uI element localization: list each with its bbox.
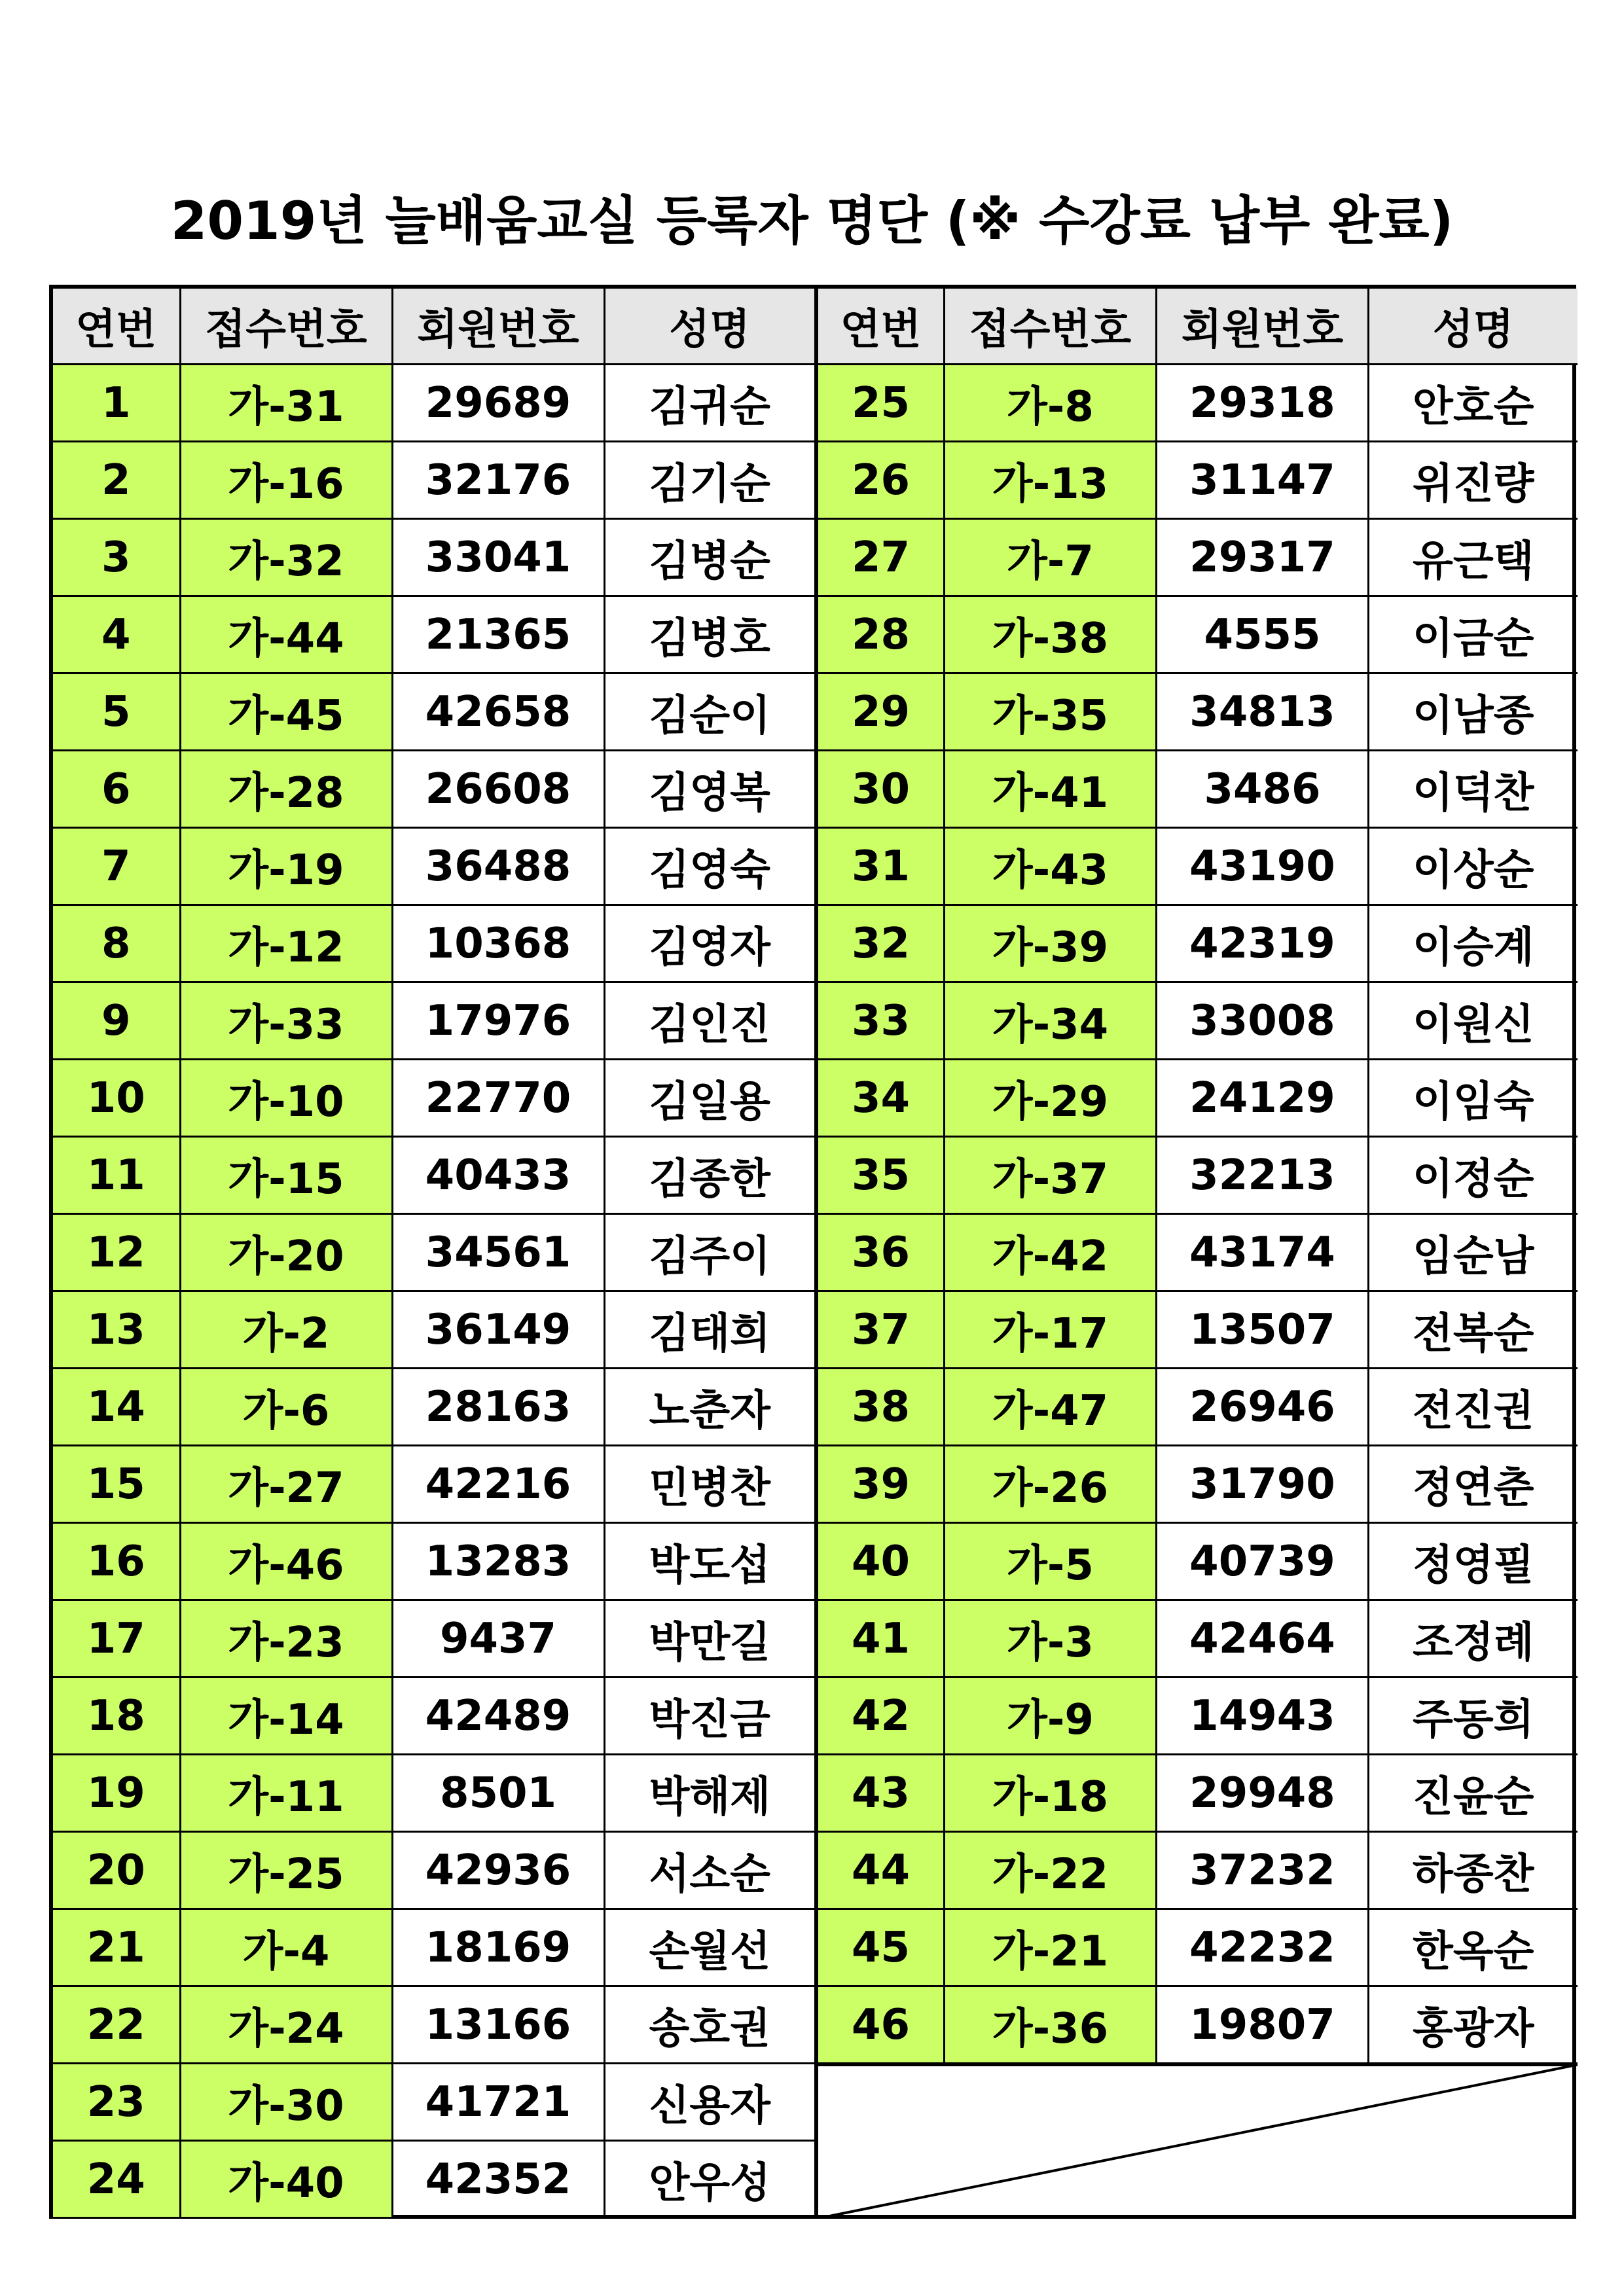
cell-member-no: 36149 (392, 1291, 604, 1369)
cell-receipt-no: 가-33 (180, 982, 392, 1060)
cell-receipt-no: 가-35 (945, 673, 1157, 751)
table-header-row (818, 289, 1578, 365)
table-row (53, 1369, 816, 1446)
cell-member-no: 29689 (392, 365, 604, 442)
cell-receipt-no: 가-2 (180, 1291, 392, 1369)
cell-receipt-no: 가-24 (180, 1986, 392, 2064)
table-row (53, 982, 816, 1060)
cell-receipt-no: 가-25 (180, 1832, 392, 1909)
cell-receipt-no: 가-11 (180, 1755, 392, 1832)
cell-seq: 36 (818, 1214, 945, 1291)
cell-member-no: 8501 (392, 1755, 604, 1832)
cell-name: 민병찬 (604, 1446, 816, 1523)
cell-receipt-no: 가-47 (945, 1369, 1157, 1446)
cell-receipt-no: 가-31 (180, 365, 392, 442)
table-row (53, 1832, 816, 1909)
table-row (818, 1446, 1578, 1523)
header-seq: 연번 (53, 289, 180, 365)
cell-receipt-no: 가-28 (180, 751, 392, 828)
cell-seq: 24 (53, 2141, 180, 2217)
cell-name: 박만길 (604, 1600, 816, 1677)
cell-receipt-no: 가-14 (180, 1677, 392, 1755)
cell-receipt-no: 가-26 (945, 1446, 1157, 1523)
cell-receipt-no: 가-41 (945, 751, 1157, 828)
cell-seq: 37 (818, 1291, 945, 1369)
cell-name: 김일용 (604, 1060, 816, 1137)
table-row (53, 1986, 816, 2064)
cell-name: 김병호 (604, 596, 816, 673)
registrant-sheet (49, 285, 1576, 2219)
table-row (818, 1137, 1578, 1214)
cell-name: 정영필 (1369, 1523, 1578, 1600)
cell-receipt-no: 가-17 (945, 1291, 1157, 1369)
table-row (818, 1909, 1578, 1986)
header-receipt-no: 접수번호 (180, 289, 392, 365)
cell-name: 이덕찬 (1369, 751, 1578, 828)
cell-member-no: 29948 (1157, 1755, 1369, 1832)
cell-seq: 23 (53, 2064, 180, 2141)
cell-name: 손월선 (604, 1909, 816, 1986)
cell-seq: 42 (818, 1677, 945, 1755)
cell-receipt-no: 가-23 (180, 1600, 392, 1677)
cell-seq: 31 (818, 828, 945, 905)
empty-cell-area (816, 2065, 1576, 2219)
cell-member-no: 29318 (1157, 365, 1369, 442)
cell-receipt-no: 가-3 (945, 1600, 1157, 1677)
table-row (53, 1755, 816, 1832)
cell-receipt-no: 가-21 (945, 1909, 1157, 1986)
cell-name: 전복순 (1369, 1291, 1578, 1369)
table-row (818, 905, 1578, 982)
cell-name: 노춘자 (604, 1369, 816, 1446)
cell-name: 한옥순 (1369, 1909, 1578, 1986)
cell-seq: 38 (818, 1369, 945, 1446)
table-row (818, 1677, 1578, 1755)
cell-member-no: 26608 (392, 751, 604, 828)
cell-name: 송호권 (604, 1986, 816, 2064)
cell-seq: 26 (818, 442, 945, 519)
cell-name: 박진금 (604, 1677, 816, 1755)
cell-name: 서소순 (604, 1832, 816, 1909)
table-row (53, 1600, 816, 1677)
cell-seq: 10 (53, 1060, 180, 1137)
cell-receipt-no: 가-30 (180, 2064, 392, 2141)
cell-name: 이정순 (1369, 1137, 1578, 1214)
table-row (818, 673, 1578, 751)
cell-member-no: 42936 (392, 1832, 604, 1909)
cell-receipt-no: 가-46 (180, 1523, 392, 1600)
cell-name: 이임숙 (1369, 1060, 1578, 1137)
cell-receipt-no: 가-32 (180, 519, 392, 596)
cell-name: 김영자 (604, 905, 816, 982)
cell-seq: 8 (53, 905, 180, 982)
cell-member-no: 41721 (392, 2064, 604, 2141)
table-row (818, 442, 1578, 519)
table-row (53, 2141, 816, 2217)
cell-seq: 21 (53, 1909, 180, 1986)
cell-seq: 6 (53, 751, 180, 828)
table-row (53, 1677, 816, 1755)
cell-seq: 7 (53, 828, 180, 905)
cell-seq: 18 (53, 1677, 180, 1755)
cell-member-no: 32176 (392, 442, 604, 519)
cell-name: 이상순 (1369, 828, 1578, 905)
cell-name: 진윤순 (1369, 1755, 1578, 1832)
cell-member-no: 3486 (1157, 751, 1369, 828)
cell-member-no: 42658 (392, 673, 604, 751)
header-seq: 연번 (818, 289, 945, 365)
cell-member-no: 42216 (392, 1446, 604, 1523)
page-title: 2019년 늘배움교실 등록자 명단 (※ 수강료 납부 완료) (170, 190, 1454, 251)
table-row (53, 828, 816, 905)
table-body-left (53, 365, 816, 2217)
cell-name: 홍광자 (1369, 1986, 1578, 2065)
cell-name: 이승계 (1369, 905, 1578, 982)
cell-receipt-no: 가-34 (945, 982, 1157, 1060)
header-member-no: 회원번호 (392, 289, 604, 365)
cell-receipt-no: 가-39 (945, 905, 1157, 982)
cell-seq: 34 (818, 1060, 945, 1137)
header-name: 성명 (604, 289, 816, 365)
cell-name: 안호순 (1369, 365, 1578, 442)
cell-name: 전진권 (1369, 1369, 1578, 1446)
cell-seq: 11 (53, 1137, 180, 1214)
cell-receipt-no: 가-10 (180, 1060, 392, 1137)
table-row (53, 1137, 816, 1214)
table-row (818, 1369, 1578, 1446)
cell-member-no: 42489 (392, 1677, 604, 1755)
table-row (53, 673, 816, 751)
cell-name: 김귀순 (604, 365, 816, 442)
cell-name: 김태희 (604, 1291, 816, 1369)
header-receipt-no: 접수번호 (945, 289, 1157, 365)
cell-seq: 9 (53, 982, 180, 1060)
cell-member-no: 19807 (1157, 1986, 1369, 2065)
cell-receipt-no: 가-4 (180, 1909, 392, 1986)
cell-seq: 43 (818, 1755, 945, 1832)
table-row (818, 1986, 1578, 2065)
cell-receipt-no: 가-7 (945, 519, 1157, 596)
table-row (53, 1446, 816, 1523)
cell-name: 박해제 (604, 1755, 816, 1832)
cell-member-no: 10368 (392, 905, 604, 982)
cell-seq: 15 (53, 1446, 180, 1523)
cell-name: 김주이 (604, 1214, 816, 1291)
cell-receipt-no: 가-36 (945, 1986, 1157, 2065)
table-row (818, 1291, 1578, 1369)
cell-name: 안우성 (604, 2141, 816, 2217)
cell-member-no: 43190 (1157, 828, 1369, 905)
table-row (53, 1060, 816, 1137)
cell-receipt-no: 가-40 (180, 2141, 392, 2217)
registrant-table-right (816, 289, 1578, 2066)
cell-member-no: 40739 (1157, 1523, 1369, 1600)
cell-seq: 17 (53, 1600, 180, 1677)
cell-member-no: 14943 (1157, 1677, 1369, 1755)
cell-receipt-no: 가-42 (945, 1214, 1157, 1291)
cell-name: 김영숙 (604, 828, 816, 905)
cell-member-no: 21365 (392, 596, 604, 673)
table-row (818, 1600, 1578, 1677)
cell-name: 위진량 (1369, 442, 1578, 519)
cell-name: 김종한 (604, 1137, 816, 1214)
cell-seq: 25 (818, 365, 945, 442)
cell-member-no: 17976 (392, 982, 604, 1060)
table-row (818, 519, 1578, 596)
table-row (818, 828, 1578, 905)
cell-receipt-no: 가-22 (945, 1832, 1157, 1909)
cell-name: 정연춘 (1369, 1446, 1578, 1523)
cell-member-no: 36488 (392, 828, 604, 905)
table-row (53, 596, 816, 673)
cell-name: 김영복 (604, 751, 816, 828)
cell-receipt-no: 가-16 (180, 442, 392, 519)
cell-receipt-no: 가-27 (180, 1446, 392, 1523)
cell-name: 신용자 (604, 2064, 816, 2141)
cell-seq: 44 (818, 1832, 945, 1909)
cell-name: 박도섭 (604, 1523, 816, 1600)
cell-member-no: 42352 (392, 2141, 604, 2217)
table-row (818, 751, 1578, 828)
cell-member-no: 28163 (392, 1369, 604, 1446)
cell-member-no: 18169 (392, 1909, 604, 1986)
cell-member-no: 42464 (1157, 1600, 1369, 1677)
cell-receipt-no: 가-12 (180, 905, 392, 982)
cell-name: 주동희 (1369, 1677, 1578, 1755)
registrant-table-left (53, 289, 818, 2217)
cell-seq: 3 (53, 519, 180, 596)
cell-seq: 22 (53, 1986, 180, 2064)
cell-receipt-no: 가-8 (945, 365, 1157, 442)
cell-receipt-no: 가-43 (945, 828, 1157, 905)
cell-member-no: 26946 (1157, 1369, 1369, 1446)
header-member-no: 회원번호 (1157, 289, 1369, 365)
cell-name: 이금순 (1369, 596, 1578, 673)
cell-member-no: 37232 (1157, 1832, 1369, 1909)
cell-member-no: 42319 (1157, 905, 1369, 982)
cell-member-no: 29317 (1157, 519, 1369, 596)
cell-name: 김병순 (604, 519, 816, 596)
cell-seq: 16 (53, 1523, 180, 1600)
cell-name: 김기순 (604, 442, 816, 519)
table-row (53, 1291, 816, 1369)
table-row (53, 905, 816, 982)
cell-name: 유근택 (1369, 519, 1578, 596)
cell-member-no: 42232 (1157, 1909, 1369, 1986)
table-row (818, 596, 1578, 673)
table-row (818, 1755, 1578, 1832)
cell-name: 김인진 (604, 982, 816, 1060)
cell-receipt-no: 가-5 (945, 1523, 1157, 1600)
cell-member-no: 31147 (1157, 442, 1369, 519)
cell-seq: 29 (818, 673, 945, 751)
cell-seq: 5 (53, 673, 180, 751)
cell-member-no: 32213 (1157, 1137, 1369, 1214)
cell-receipt-no: 가-45 (180, 673, 392, 751)
table-row (53, 751, 816, 828)
cell-seq: 41 (818, 1600, 945, 1677)
cell-member-no: 31790 (1157, 1446, 1369, 1523)
cell-seq: 39 (818, 1446, 945, 1523)
cell-seq: 30 (818, 751, 945, 828)
cell-member-no: 24129 (1157, 1060, 1369, 1137)
cell-seq: 35 (818, 1137, 945, 1214)
cell-receipt-no: 가-9 (945, 1677, 1157, 1755)
cell-name: 임순남 (1369, 1214, 1578, 1291)
table-row (53, 2064, 816, 2141)
diagonal-strike-line (816, 2065, 1576, 2219)
cell-seq: 19 (53, 1755, 180, 1832)
cell-name: 이남종 (1369, 673, 1578, 751)
table-header-row (53, 289, 816, 365)
cell-receipt-no: 가-13 (945, 442, 1157, 519)
cell-name: 김순이 (604, 673, 816, 751)
cell-name: 조정례 (1369, 1600, 1578, 1677)
cell-seq: 33 (818, 982, 945, 1060)
cell-seq: 40 (818, 1523, 945, 1600)
cell-receipt-no: 가-6 (180, 1369, 392, 1446)
cell-seq: 1 (53, 365, 180, 442)
table-row (818, 1832, 1578, 1909)
table-row (53, 1214, 816, 1291)
cell-seq: 20 (53, 1832, 180, 1909)
cell-seq: 32 (818, 905, 945, 982)
table-row (53, 1909, 816, 1986)
table-row (53, 442, 816, 519)
cell-seq: 4 (53, 596, 180, 673)
cell-member-no: 22770 (392, 1060, 604, 1137)
cell-seq: 45 (818, 1909, 945, 1986)
cell-receipt-no: 가-37 (945, 1137, 1157, 1214)
table-row (818, 1060, 1578, 1137)
cell-member-no: 43174 (1157, 1214, 1369, 1291)
table-row (818, 365, 1578, 442)
table-row (818, 982, 1578, 1060)
cell-member-no: 13507 (1157, 1291, 1369, 1369)
cell-seq: 13 (53, 1291, 180, 1369)
cell-member-no: 13283 (392, 1523, 604, 1600)
cell-receipt-no: 가-15 (180, 1137, 392, 1214)
cell-member-no: 9437 (392, 1600, 604, 1677)
table-body-right (818, 365, 1578, 2065)
cell-receipt-no: 가-38 (945, 596, 1157, 673)
cell-seq: 2 (53, 442, 180, 519)
table-row (53, 1523, 816, 1600)
cell-member-no: 13166 (392, 1986, 604, 2064)
cell-seq: 14 (53, 1369, 180, 1446)
cell-member-no: 4555 (1157, 596, 1369, 673)
table-row (818, 1214, 1578, 1291)
cell-name: 이원신 (1369, 982, 1578, 1060)
cell-receipt-no: 가-20 (180, 1214, 392, 1291)
cell-member-no: 33008 (1157, 982, 1369, 1060)
header-name: 성명 (1369, 289, 1578, 365)
cell-receipt-no: 가-29 (945, 1060, 1157, 1137)
table-row (53, 365, 816, 442)
cell-seq: 46 (818, 1986, 945, 2065)
cell-member-no: 33041 (392, 519, 604, 596)
table-row (818, 1523, 1578, 1600)
cell-receipt-no: 가-18 (945, 1755, 1157, 1832)
cell-seq: 28 (818, 596, 945, 673)
cell-member-no: 40433 (392, 1137, 604, 1214)
cell-name: 하종찬 (1369, 1832, 1578, 1909)
cell-seq: 12 (53, 1214, 180, 1291)
cell-member-no: 34813 (1157, 673, 1369, 751)
cell-receipt-no: 가-44 (180, 596, 392, 673)
table-row (53, 519, 816, 596)
cell-receipt-no: 가-19 (180, 828, 392, 905)
cell-member-no: 34561 (392, 1214, 604, 1291)
cell-seq: 27 (818, 519, 945, 596)
